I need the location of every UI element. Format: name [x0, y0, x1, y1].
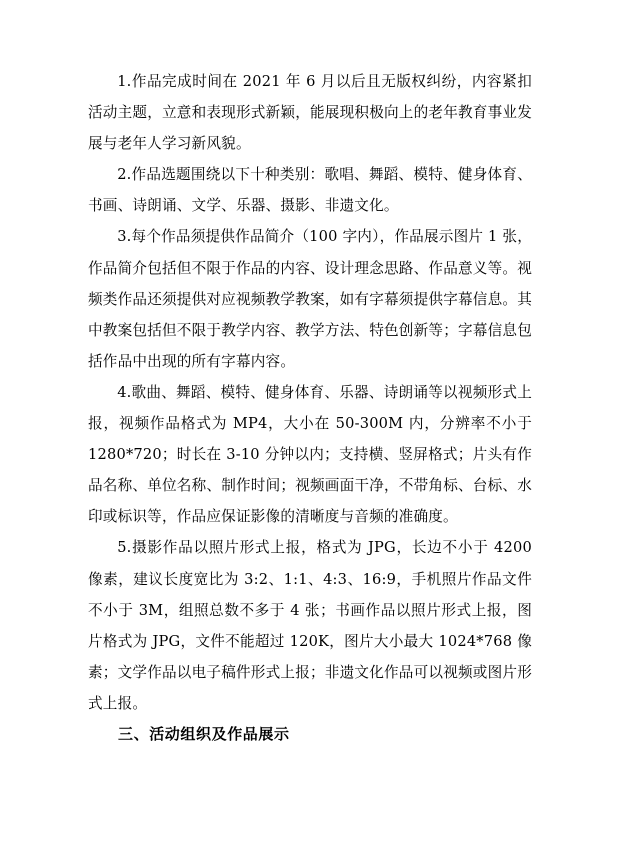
document-page	[88, 66, 532, 750]
paragraph-item-2-categories: 2.作品选题围绕以下十种类别：歌唱、舞蹈、模特、健身体育、书画、诗朗诵、文学、乐器、摄影、非遗文化。	[88, 166, 532, 215]
paragraph-item-1-completion-time: 1.作品完成时间在 2021 年 6 月以后且无版权纠纷，内容紧扣活动主题，立意和表现形式新颖，能展现积极向上的老年教育事业发展与老年人学习新风貌。	[88, 73, 532, 153]
section-heading: 三、活动组织及作品展示	[118, 724, 290, 743]
paragraph-item-3-introduction: 3.每个作品须提供作品简介（100 字内），作品展示图片 1 张，作品简介包括但不限于作品的内容、设计理念思路、作品意义等。视频类作品还须提供对应视频教学教案，如有字幕须提供字幕信息。其中教案包括但不限于教学内容、教学方法、特色创新等；字幕信息包括作品中出现的所有字幕内容。	[88, 228, 532, 370]
paragraph-item-5-photo-format: 5.摄影作品以照片形式上报，格式为 JPG，长边不小于 4200 像素，建议长度宽比为 3:2、1:1、4:3、16:9，手机照片作品文件不小于 3M，组照总数不多于 4 张；书画作品以照片形式上报，图片格式为 JPG，文件不能超过 120K，图片大小最大 1024*768 像素；文学作品以电子稿件形式上报；非遗文化作品可以视频或图片形式上报。	[88, 539, 532, 712]
paragraph-item-4-video-format: 4.歌曲、舞蹈、模特、健身体育、乐器、诗朗诵等以视频形式上报，视频作品格式为 MP4，大小在 50-300M 内，分辨率不小于 1280*720；时长在 3-10 分钟以内；支持横、竖屏格式；片头有作品名称、单位名称、制作时间；视频画面干净，不带角标、台标、水印或标识等，作品应保证影像的清晰度与音频的准确度。	[88, 383, 532, 526]
